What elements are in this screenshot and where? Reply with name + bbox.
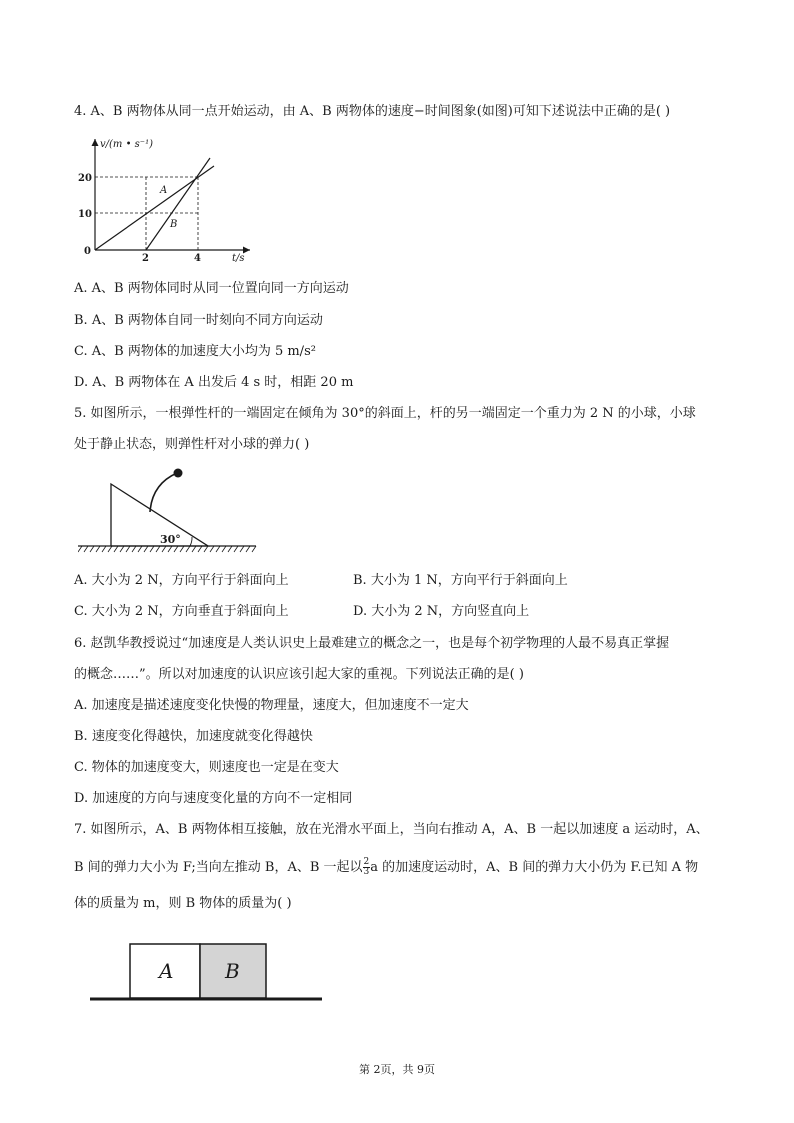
q7-stem-line2 (74, 858, 698, 877)
q6-option-b: B. 速度变化得越快，加速度就变化得越快 (74, 729, 313, 744)
q5-option-b: B. 大小为 1 N，方向平行于斜面向上 (353, 573, 568, 588)
page-footer: 第 2页，共 9页 (359, 1063, 435, 1076)
q4-option-c: C. A、B 两物体的加速度大小均为 5 m/s² (74, 344, 316, 359)
q5-option-c: C. 大小为 2 N，方向垂直于斜面向上 (74, 604, 289, 619)
q7-blocks-figure (88, 940, 324, 1008)
q7-stem-line3: 体的质量为 m，则 B 物体的质量为( ) (74, 896, 292, 911)
x-tick-2: 2 (142, 253, 149, 264)
frac-den: 3 (363, 867, 370, 877)
frac-num: 2 (363, 857, 370, 867)
q5-option-a: A. 大小为 2 N，方向平行于斜面向上 (74, 573, 289, 588)
angle-label: 30° (160, 533, 181, 546)
q4-option-b: B. A、B 两物体自同一时刻向不同方向运动 (74, 313, 323, 328)
line-a-label: A (160, 185, 168, 196)
ground-hatch (78, 546, 256, 552)
ball (174, 469, 183, 478)
q7-line2-before: B 间的弹力大小为 F;当向左推动 B，A、B 一起以 (74, 860, 363, 875)
q4-option-d: D. A、B 两物体在 A 出发后 4 s 时，相距 20 m (74, 375, 354, 390)
block-b-label: B (225, 959, 240, 983)
q6-stem-line2: 的概念……”。所以对加速度的认识应该引起大家的重视。下列说法正确的是( ) (74, 667, 524, 682)
q7-stem-line1: 7. 如图所示，A、B 两物体相互接触，放在光滑水平面上，当向右推动 A，A、B 一起以加速度 a 运动时，A、 (74, 822, 709, 837)
q4-option-a: A. A、B 两物体同时从同一位置向同一方向运动 (74, 281, 349, 296)
q6-stem-line1: 6. 赵凯华教授说过“加速度是人类认识史上最难建立的概念之一，也是每个初学物理的人最不易真正掌握 (74, 636, 670, 651)
x-axis-label: t/s (232, 253, 245, 264)
y-tick-10: 10 (78, 209, 92, 220)
block-a-label: A (159, 959, 174, 983)
q5-option-d: D. 大小为 2 N，方向竖直向上 (353, 604, 530, 619)
q6-option-a: A. 加速度是描述速度变化快慢的物理量，速度大，但加速度不一定大 (74, 698, 469, 713)
q6-option-d: D. 加速度的方向与速度变化量的方向不一定相同 (74, 791, 353, 806)
q5-stem-line1: 5. 如图所示，一根弹性杆的一端固定在倾角为 30°的斜面上，杆的另一端固定一个重力为 2 N 的小球，小球 (74, 406, 696, 421)
line-b (146, 158, 210, 250)
q5-incline-rod-figure (78, 462, 258, 557)
q7-line2-after: a 的加速度运动时，A、B 间的弹力大小仍为 F.已知 A 物 (370, 860, 699, 875)
q4-stem: 4. A、B 两物体从同一点开始运动，由 A、B 两物体的速度−时间图象(如图)可知下述说法中正确的是( ) (74, 104, 671, 119)
line-b-label: B (170, 219, 178, 230)
y-axis-label: v/(m • s⁻¹) (100, 139, 153, 150)
q5-stem-line2: 处于静止状态，则弹性杆对小球的弹力( ) (74, 437, 310, 452)
origin-label: 0 (84, 246, 91, 257)
elastic-rod (150, 473, 177, 512)
q4-velocity-time-graph (78, 135, 258, 265)
y-tick-20: 20 (78, 173, 92, 184)
q6-option-c: C. 物体的加速度变大，则速度也一定是在变大 (74, 760, 339, 775)
x-tick-4: 4 (194, 253, 201, 264)
angle-arc (190, 537, 192, 546)
